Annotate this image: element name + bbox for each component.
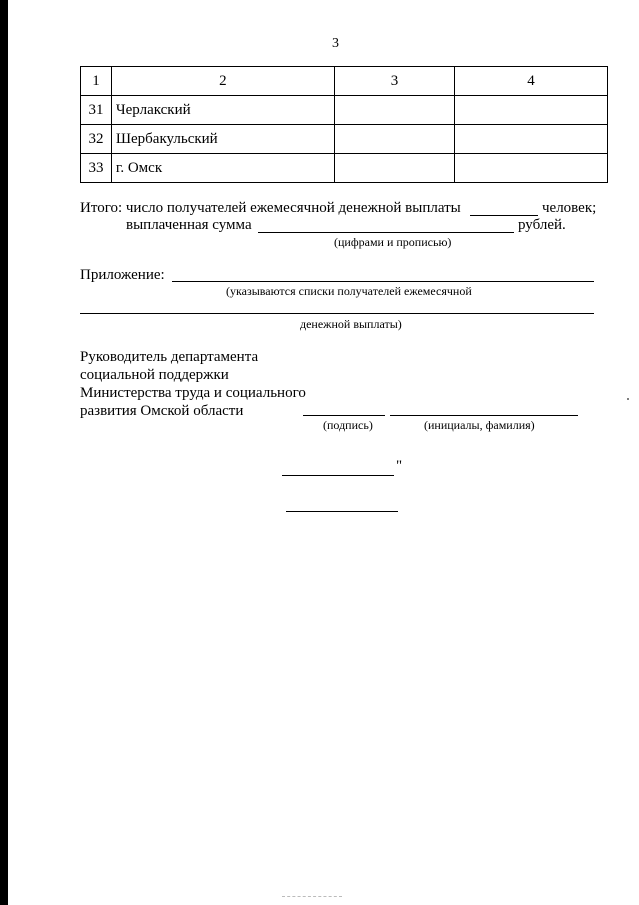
signatory-line-4: развития Омской области	[80, 403, 244, 419]
cell-col4	[455, 125, 608, 154]
totals-label: Итого: число получателей ежемесячной денежной выплаты	[80, 200, 461, 216]
column-header-1: 1	[81, 67, 112, 96]
persons-count-line	[470, 215, 538, 216]
signatory-line-2: социальной поддержки	[80, 367, 229, 383]
recipients-table	[80, 66, 608, 183]
district-name: Шербакульский	[111, 125, 334, 154]
cell-col4	[455, 154, 608, 183]
appendix-label: Приложение:	[80, 267, 165, 283]
date-line-2	[286, 511, 398, 512]
signature-hint: (подпись)	[323, 418, 373, 432]
district-name: Черлакский	[111, 96, 334, 125]
table-row	[81, 96, 608, 125]
page-number: 3	[332, 36, 339, 51]
sum-label: выплаченная сумма	[126, 217, 252, 233]
column-header-2: 2	[111, 67, 334, 96]
table-row	[81, 154, 608, 183]
scan-speck	[627, 398, 629, 400]
scan-bottom-mark	[282, 896, 342, 897]
row-number: 33	[81, 154, 112, 183]
sum-line	[258, 232, 514, 233]
date-quote: "	[396, 458, 403, 474]
name-hint: (инициалы, фамилия)	[424, 418, 535, 432]
table-row	[81, 125, 608, 154]
signature-line	[303, 415, 385, 416]
row-number: 32	[81, 125, 112, 154]
appendix-hint-1: (указываются списки получателей ежемесячной	[226, 284, 472, 298]
cell-col3	[334, 125, 454, 154]
signatory-line-1: Руководитель департамента	[80, 349, 259, 365]
table-header-row	[81, 67, 608, 96]
column-header-3: 3	[334, 67, 454, 96]
district-name: г. Омск	[111, 154, 334, 183]
name-line	[390, 415, 578, 416]
appendix-hint-2: денежной выплаты)	[300, 317, 402, 331]
column-header-4: 4	[455, 67, 608, 96]
row-number: 31	[81, 96, 112, 125]
signatory-line-3: Министерства труда и социального	[80, 385, 306, 401]
sum-unit: рублей.	[518, 217, 566, 233]
appendix-line	[172, 281, 594, 282]
cell-col3	[334, 96, 454, 125]
appendix-line-2	[80, 313, 594, 314]
persons-unit: человек;	[542, 200, 597, 216]
scan-edge	[0, 0, 8, 905]
sum-hint: (цифрами и прописью)	[334, 235, 452, 249]
date-line	[282, 475, 394, 476]
cell-col4	[455, 96, 608, 125]
cell-col3	[334, 154, 454, 183]
